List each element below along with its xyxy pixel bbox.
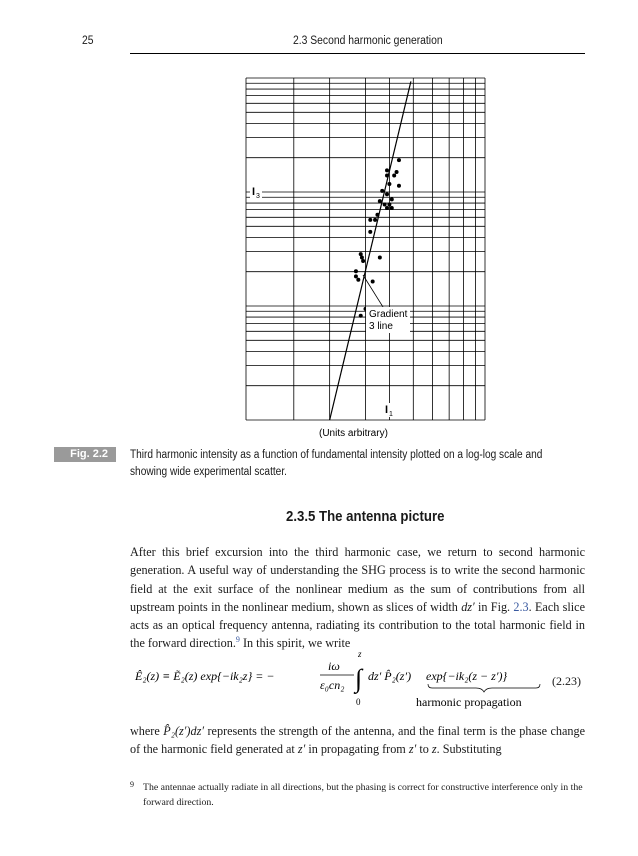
equation-number: (2.23) [552, 674, 581, 688]
data-point [378, 256, 382, 260]
svg-text:Ê₂(z) ≡ Ẽ₂(z) exp{−ik₂z} = −: Ê₂(z) ≡ Ẽ₂(z) exp{−ik₂z} = − [135, 669, 275, 683]
data-point [378, 199, 382, 203]
footnote-number: 9 [130, 780, 134, 789]
integral-sign: ∫ [355, 664, 363, 693]
page-number: 25 [82, 35, 94, 47]
data-point [392, 173, 396, 177]
data-point [390, 197, 394, 201]
data-point [361, 259, 365, 263]
figure-caption: Third harmonic intensity as a function of fundamental intensity plotted on a log-log scale and showing wide experimental scatter. [130, 449, 543, 478]
data-point [354, 269, 358, 273]
running-head: 2.3 Second harmonic generation [293, 35, 443, 47]
body-paragraph-2: where P̂₂(z′)dz′ represents the strength of the antenna, and the final term is the phase change of the harmonic field generated at z′ in propagating from z′ to z. Substituting [130, 724, 585, 757]
plot-grid [246, 78, 485, 420]
svg-text:dz′ P̂₂(z′): dz′ P̂₂(z′) [368, 669, 412, 683]
data-point [385, 173, 389, 177]
equation-2-23 [130, 645, 585, 715]
data-point [368, 218, 372, 222]
section-heading: 2.3.5 The antenna picture [286, 508, 445, 525]
figure-tab: Fig. 2.2 [54, 447, 116, 462]
x-axis-label: I [385, 404, 389, 416]
data-point [371, 279, 375, 283]
data-point [359, 252, 363, 256]
figure-reference-link[interactable]: 2.3 [513, 599, 529, 614]
svg-text:exp{−ik₂(z − z′)}: exp{−ik₂(z − z′)} [426, 669, 508, 683]
y-axis-label: I [252, 186, 256, 198]
footnote-text: The antennae actually radiate in all directions, but the phasing is correct for constructive interference only in the forward direction. [143, 782, 583, 808]
annotation-line2: 3 line [369, 321, 393, 332]
data-point [397, 158, 401, 162]
svg-text:z: z [358, 649, 362, 659]
data-point [395, 170, 399, 174]
footnote-marker[interactable]: 9 [235, 635, 240, 645]
svg-text:harmonic propagation: harmonic propagation [416, 695, 522, 709]
y-axis-label-sub: 3 [256, 193, 260, 200]
data-point [383, 203, 387, 207]
annotation-line1: Gradient [369, 309, 408, 320]
gradient-3-line [330, 81, 411, 420]
svg-text:0: 0 [356, 697, 361, 707]
data-point [359, 314, 363, 318]
svg-text:ε₀cn₂: ε₀cn₂ [320, 678, 345, 692]
data-points [354, 158, 401, 318]
data-point [354, 274, 358, 278]
svg-text:iω: iω [328, 659, 340, 673]
body-paragraph: After this brief excursion into the third harmonic case, we return to second harmonic generation. A useful way of understanding the SHG process is to write the second harmonic field at the exit surface of the nonlinear medium as the sum of contributions from all upstream points in the nonlinear medium, shown as slices of width dz′ in Fig. 2.3. Each slice acts as an optical frequency antenna, radiating its contribution to the total harmonic field in the forward direction.$^9$ In this spirit, we write [130, 545, 585, 651]
underbrace [428, 684, 540, 692]
footnote [130, 780, 585, 810]
data-point [390, 206, 394, 210]
data-point [385, 192, 389, 196]
x-axis-label-sub: 1 [389, 411, 393, 418]
data-point [397, 184, 401, 188]
data-point [375, 213, 379, 217]
data-point [387, 203, 391, 207]
units-note: (Units arbitrary) [319, 428, 388, 439]
data-point [368, 230, 372, 234]
data-point [385, 168, 389, 172]
data-point [385, 206, 389, 210]
data-point [387, 182, 391, 186]
data-point [356, 278, 360, 282]
data-point [373, 218, 377, 222]
data-point [360, 256, 364, 260]
data-point [380, 189, 384, 193]
